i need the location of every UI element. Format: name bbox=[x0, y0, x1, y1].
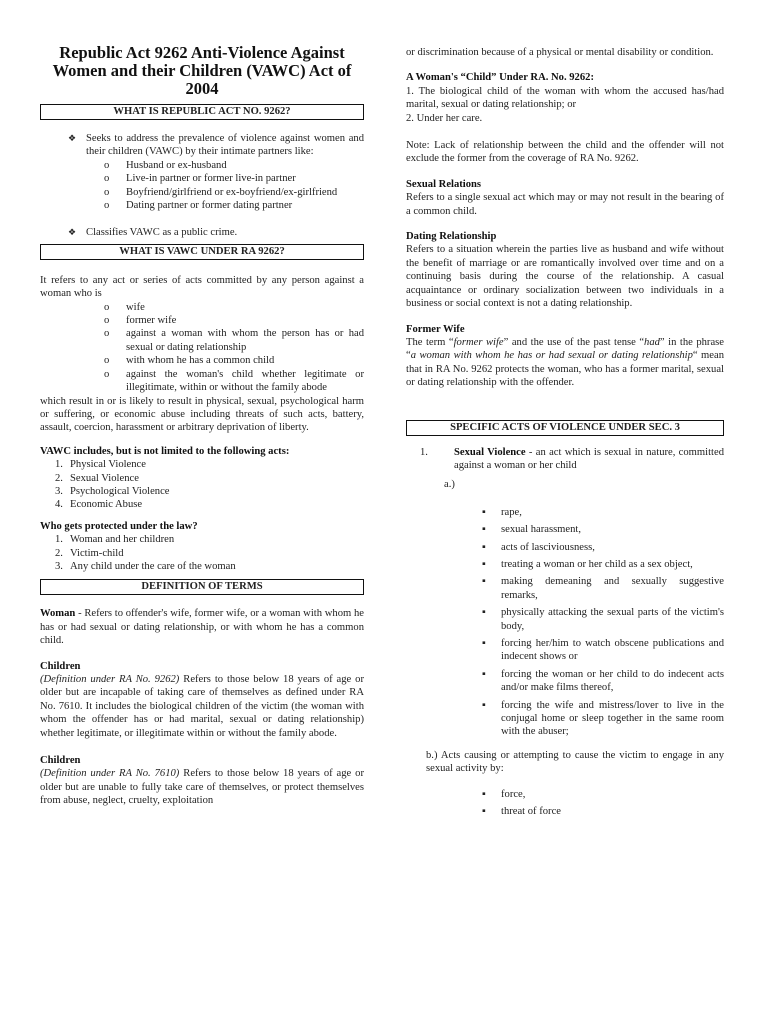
paragraph-children-9262: (Definition under RA No. 9262) Refers to those below 18 years of age or older but are incapable of taking care of themselves as defined under RA No. 7610. It includes the biological children of the victim (the woman with whom the offender has or had marital, sexual or dating relationship) whether legitimate, or illegitimate within or without the family abode. bbox=[40, 674, 364, 739]
list-item: 1. Physical Violence bbox=[55, 459, 146, 471]
section-header-definition-of-terms: DEFINITION OF TERMS bbox=[40, 579, 364, 595]
paragraph-woman: Woman - Refers to offender's wife, former wife, or a woman with whom he has or had sexual or dating relationship, or with whom he has a common child. bbox=[40, 608, 364, 647]
child-item-1: 1. The biological child of the woman with whom the accused has/had marital, sexual or dating relationship; or bbox=[406, 85, 724, 111]
list-item: o Live-in partner or former live-in partner bbox=[104, 173, 296, 185]
heading-former-wife: Former Wife bbox=[406, 323, 465, 335]
a-label: a.) bbox=[444, 479, 455, 491]
list-item: ▪ sexual harassment, bbox=[482, 524, 582, 536]
bullet-seeks: ❖ Seeks to address the prevalence of violence against women and their children (VAWC) by their intimate partners like: bbox=[68, 133, 364, 158]
paragraph-former-wife: The term “former wife” and the use of the past tense “had” in the phrase “a woman with whom he has or had sexual or dating relationship“ mean that in RA No. 9262 protects the woman, who has a former marital, sexual or dating relationship with the offender. bbox=[406, 336, 724, 389]
list-item: ▪ treating a woman or her child as a sex object, bbox=[482, 558, 693, 570]
list-item: ▪ forcing the wife and mistress/lover to live in the conjugal home or sleep together in the same room with the abuser; bbox=[482, 699, 724, 738]
paragraph-children-7610: (Definition under RA No. 7610) Refers to those below 18 years of age or older but are unable to fully take care of themselves, or protect themselves from abuse, neglect, cruelty, exploitation bbox=[40, 768, 364, 807]
list-item: ▪ forcing her/him to watch obscene publications and indecent shows or bbox=[482, 638, 724, 663]
list-item: 3. Psychological Violence bbox=[55, 485, 170, 497]
list-item: 1. Woman and her children bbox=[55, 534, 175, 546]
paragraph-note: Note: Lack of relationship between the child and the offender will not exclude the former from the coverage of RA No. 9262. bbox=[406, 140, 724, 165]
list-item: ▪ acts of lasciviousness, bbox=[482, 541, 595, 553]
list-item: 3. Any child under the care of the woman bbox=[55, 560, 236, 572]
list-item: 2. Sexual Violence bbox=[55, 472, 139, 484]
paragraph-sexual-relations: Refers to a single sexual act which may or may not result in the bearing of a common child. bbox=[406, 192, 724, 217]
heading-children-7610: Children bbox=[40, 755, 81, 767]
list-item: o Boyfriend/girlfriend or ex-boyfriend/ex-girlfriend bbox=[104, 186, 338, 198]
document-title: Republic Act 9262 Anti-Violence Against Women and their Children (VAWC) Act of 2004 bbox=[52, 43, 352, 98]
diamond-bullet-icon: ❖ bbox=[68, 133, 77, 143]
child-item-2: 2. Under her care. bbox=[406, 112, 483, 124]
sexual-violence-item: 1. Sexual Violence - an act which is sexual in nature, committed against a woman or her child bbox=[420, 446, 724, 471]
list-item: ▪ rape, bbox=[482, 506, 522, 518]
heading-children-9262: Children bbox=[40, 660, 81, 672]
bullet-classifies: ❖ Classifies VAWC as a public crime. bbox=[68, 227, 238, 239]
paragraph-refers: It refers to any act or series of acts committed by any person against a woman who is bbox=[40, 274, 364, 300]
heading-dating-relationship: Dating Relationship bbox=[406, 231, 497, 243]
list-item: ▪ forcing the woman or her child to do indecent acts and/or make films thereof, bbox=[482, 668, 724, 694]
left-column bbox=[40, 0, 364, 808]
list-item: o Dating partner or former dating partner bbox=[104, 200, 293, 212]
heading-includes: VAWC includes, but is not limited to the following acts: bbox=[40, 445, 290, 457]
section-header-what-is-ra-9262: WHAT IS REPUBLIC ACT NO. 9262? bbox=[40, 104, 364, 120]
list-item: o against a woman with whom the person has or had sexual or dating relationship bbox=[104, 328, 364, 353]
section-header-specific-acts: SPECIFIC ACTS OF VIOLENCE UNDER SEC. 3 bbox=[406, 420, 724, 436]
list-item: o Husband or ex-husband bbox=[104, 159, 227, 171]
heading-protected: Who gets protected under the law? bbox=[40, 520, 198, 532]
section-header-what-is-vawc: WHAT IS VAWC UNDER RA 9262? bbox=[40, 244, 364, 260]
list-item: o former wife bbox=[104, 315, 177, 327]
paragraph-dating-relationship: Refers to a situation wherein the parties live as husband and wife without the benefit of marriage or are romantically involved over time and on a continuing basis during the course of the relationship. A casual acquaintance or ordinary socialization between two individuals in a business or social context is not a dating relationship. bbox=[406, 244, 724, 310]
list-item: ▪ force, bbox=[482, 788, 526, 800]
paragraph-continued: or discrimination because of a physical or mental disability or condition. bbox=[406, 47, 714, 58]
list-item: o wife bbox=[104, 301, 145, 313]
list-item: o with whom he has a common child bbox=[104, 355, 275, 367]
list-item: 4. Economic Abuse bbox=[55, 499, 143, 511]
right-column bbox=[406, 46, 724, 818]
diamond-bullet-icon: ❖ bbox=[68, 227, 77, 238]
b-paragraph: b.) Acts causing or attempting to cause the victim to engage in any sexual activity by: bbox=[426, 749, 724, 775]
heading-sexual-relations: Sexual Relations bbox=[406, 178, 482, 190]
list-item: ▪ threat of force bbox=[482, 806, 561, 818]
heading-womans-child: A Woman's “Child” Under RA. No. 9262: bbox=[406, 72, 594, 84]
list-item: ▪ physically attacking the sexual parts of the victim's body, bbox=[482, 607, 724, 632]
list-item: 2. Victim-child bbox=[55, 547, 124, 559]
list-item: ▪ making demeaning and sexually suggestive remarks, bbox=[482, 576, 724, 601]
list-item: o against the woman's child whether legitimate or illegitimate, within or without the family abode bbox=[104, 368, 364, 394]
paragraph-result: which result in or is likely to result in physical, sexual, psychological harm or suffering, or economic abuse including threats of such acts, battery, assault, coercion, harassment or arbitrary deprivation of liberty. bbox=[40, 395, 364, 434]
